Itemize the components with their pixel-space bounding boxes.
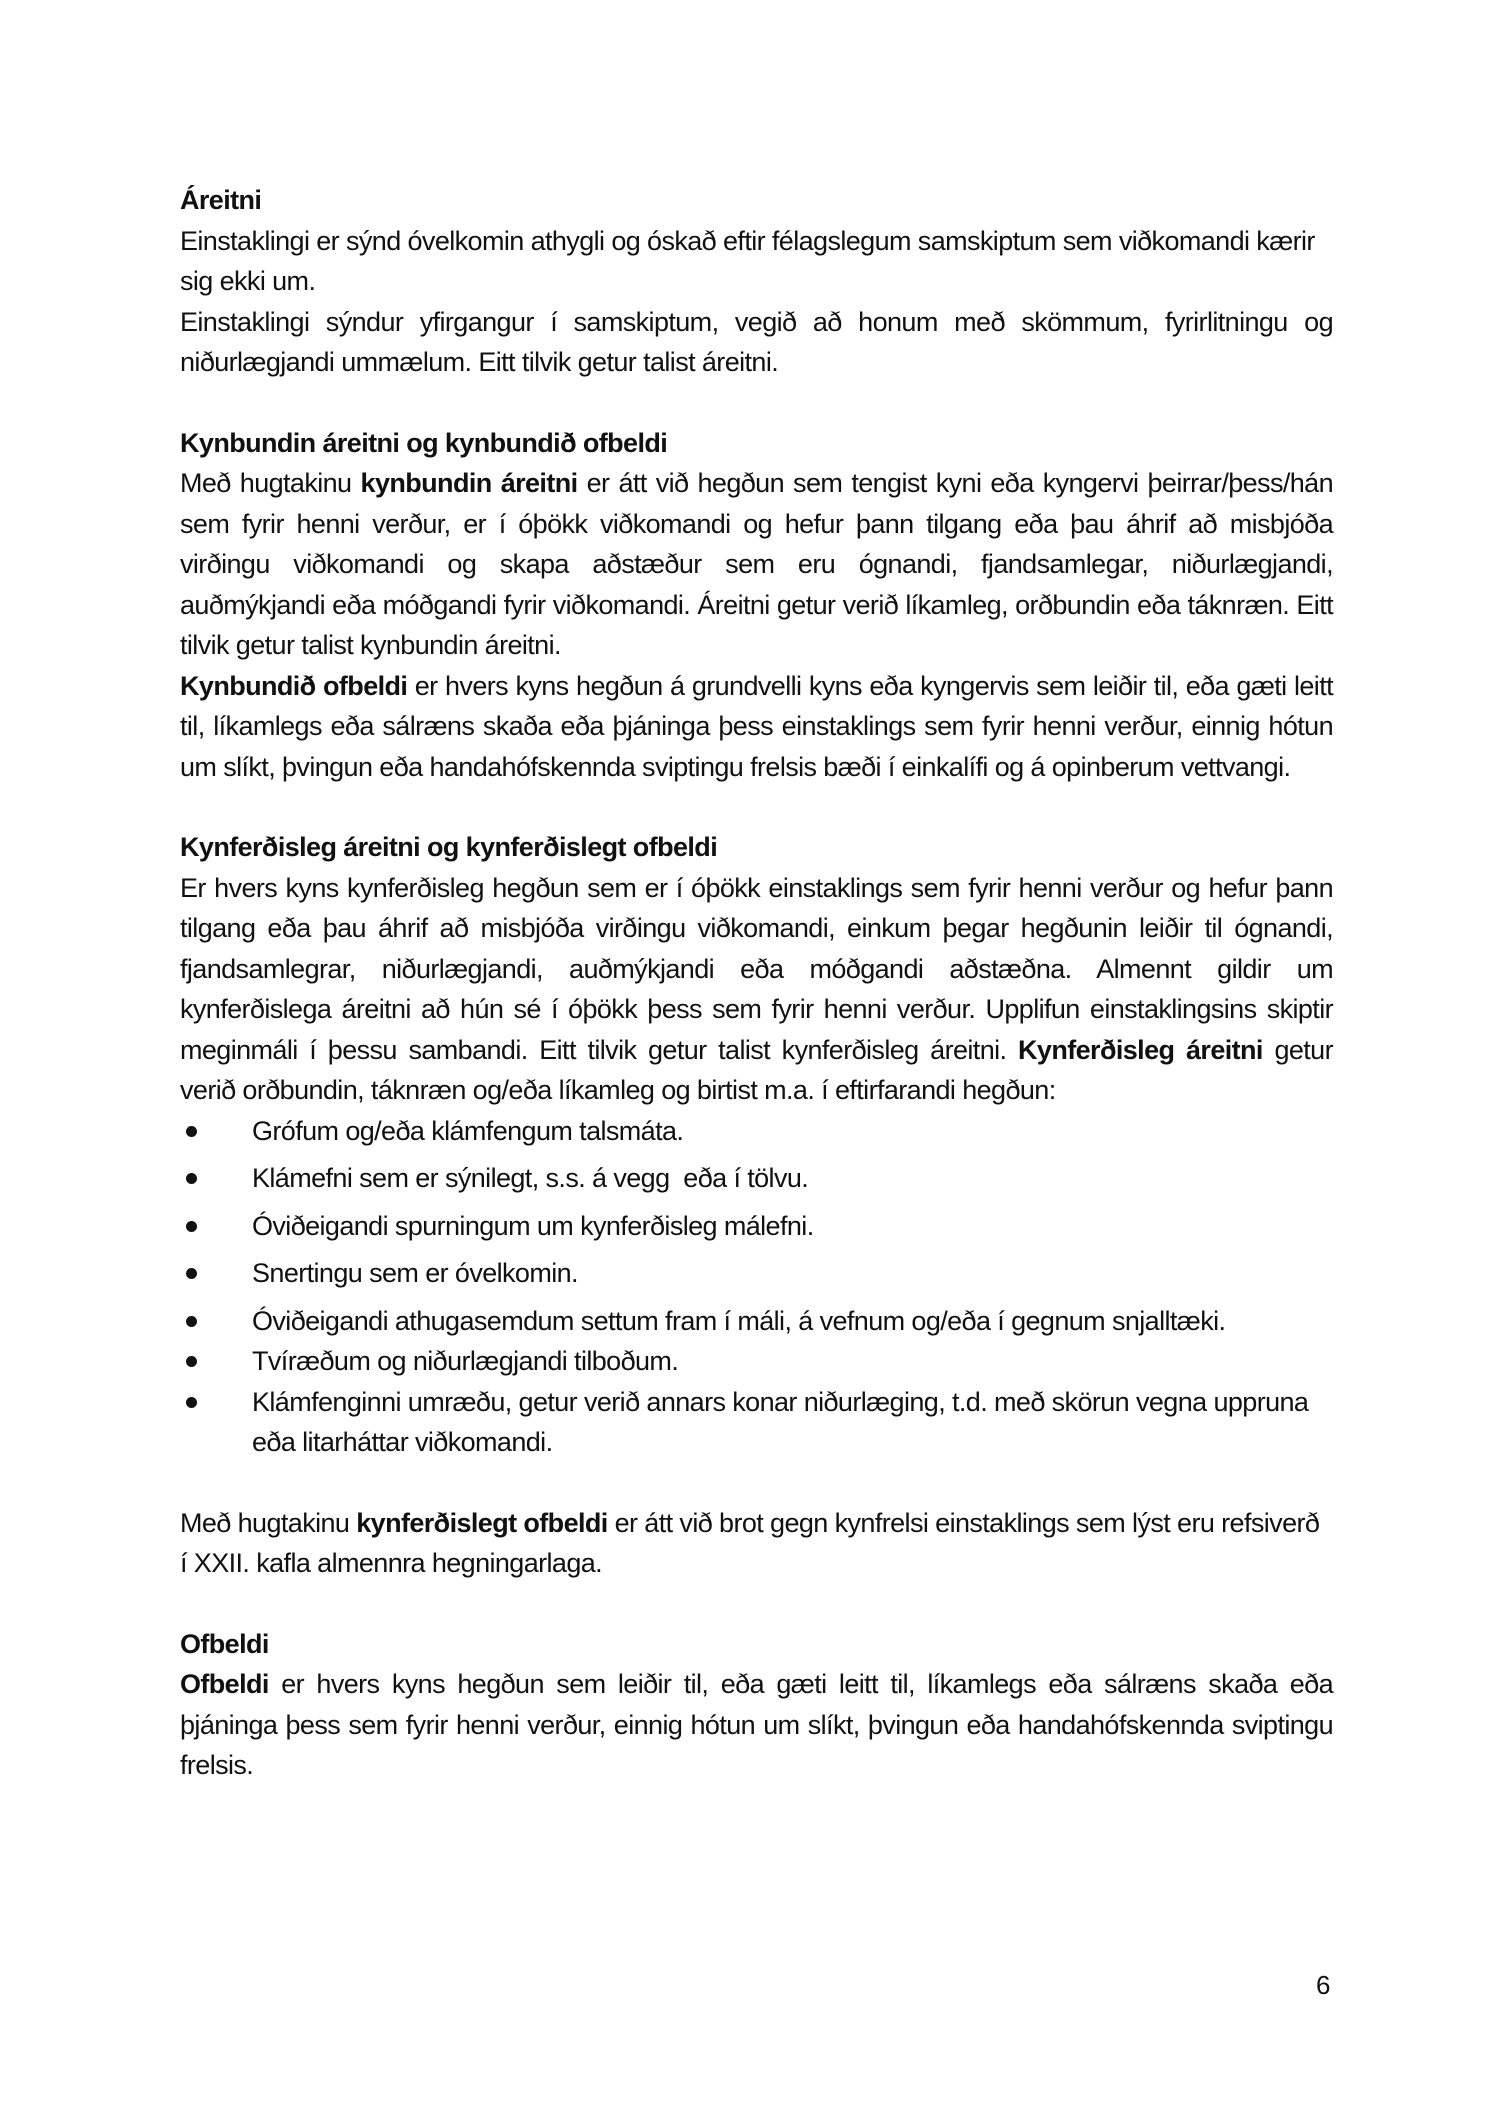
bold-term: Ofbeldi <box>180 1669 269 1699</box>
paragraph <box>180 666 1333 788</box>
bullet-list <box>180 1111 1333 1463</box>
list-item <box>180 1158 1333 1199</box>
list-item <box>180 1111 1333 1152</box>
bullet-icon <box>186 1397 197 1408</box>
list-item <box>180 1301 1333 1342</box>
paragraph <box>180 1503 1333 1584</box>
section-heading: Kynbundin áreitni og kynbundið ofbeldi <box>180 427 668 458</box>
paragraph <box>180 463 1333 666</box>
bullet-icon <box>186 1356 197 1367</box>
list-item <box>180 1206 1333 1247</box>
list-item-text: Tvíræðum og niðurlægjandi tilboðum. <box>252 1346 679 1376</box>
section-kynbundin <box>180 423 1333 788</box>
bullet-icon <box>186 1316 197 1327</box>
text-run: er hvers kyns hegðun á grundvelli kyns eða kyngervis sem leiðir til, eða gæti leitt til, líkamlegs eða sálræns skaða eða þjáninga þess einstaklings sem fyrir henni verður, einnig hótun um slíkt, þvingun eða handahófskennda sviptingu frelsis bæði í einkalífi og á opinberum vettvangi. <box>180 670 1333 782</box>
section-kynferdisleg <box>180 827 1333 1584</box>
section-heading: Áreitni <box>180 185 262 215</box>
page-number: 6 <box>1316 1970 1331 2000</box>
section-heading: Kynferðisleg áreitni og kynferðislegt ofbeldi <box>180 832 718 862</box>
text-run: Með hugtakinu <box>180 1507 357 1538</box>
text-run: er átt við hegðun sem tengist kyni eða kyngervi þeirrar/þess/hán sem fyrir henni verður, er í óþökk viðkomandi og hefur þann tilgang eða þau áhrif að misbjóða virðingu viðkomandi og skapa aðstæður sem eru ógnandi, fjandsamlegar, niðurlægjandi, auðmýkjandi eða móðgandi fyrir viðkomandi. Áreitni getur verið líkamleg, orðbundin eða táknræn. Eitt tilvik getur talist kynbundin áreitni. <box>180 468 1333 660</box>
text-run: er hvers kyns hegðun sem leiðir til, eða gæti leitt til, líkamlegs eða sálræns skaða eða þjáninga þess sem fyrir henni verður, einnig hótun um slíkt, þvingun eða handahófskennda sviptingu frelsis. <box>180 1669 1333 1780</box>
section-ofbeldi <box>180 1624 1333 1786</box>
section-heading: Ofbeldi <box>180 1628 269 1659</box>
list-item-text: Óviðeigandi athugasemdum settum fram í máli, á vefnum og/eða í gegnum snjalltæki. <box>252 1305 1226 1336</box>
bullet-icon <box>186 1126 197 1137</box>
text-run: Með hugtakinu <box>180 468 361 498</box>
paragraph <box>180 868 1333 1111</box>
list-item-text: Grófum og/eða klámfengum talsmáta. <box>252 1115 684 1146</box>
bold-term: Kynferðisleg áreitni <box>1018 1034 1263 1065</box>
bullet-icon <box>186 1268 197 1279</box>
bullet-icon <box>186 1221 197 1232</box>
list-item-text: Klámfenginni umræðu, getur verið annars konar niðurlæging, t.d. með skörun vegna uppruna eða litarháttar viðkomandi. <box>252 1386 1309 1457</box>
list-item-text: Klámefni sem er sýnilegt, s.s. á vegg eða í tölvu. <box>252 1163 809 1193</box>
list-item-text: Snertingu sem er óvelkomin. <box>252 1258 578 1288</box>
section-areitni <box>180 180 1333 383</box>
bullet-icon <box>186 1173 197 1184</box>
paragraph <box>180 1664 1333 1786</box>
bold-term: kynbundin áreitni <box>360 468 578 498</box>
paragraph: Einstaklingi sýndur yfirgangur í samskiptum, vegið að honum með skömmum, fyrirlitningu og niðurlægjandi ummælum. Eitt tilvik getur talist áreitni. <box>180 306 1333 377</box>
bold-term: Kynbundið ofbeldi <box>180 670 408 701</box>
list-item-text: Óviðeigandi spurningum um kynferðisleg málefni. <box>252 1210 814 1241</box>
bold-term: kynferðislegt ofbeldi <box>356 1507 608 1538</box>
paragraph: Einstaklingi er sýnd óvelkomin athygli og óskað eftir félagslegum samskiptum sem viðkomandi kærir sig ekki um. <box>180 225 1315 296</box>
list-item <box>180 1382 1333 1463</box>
text-run: er átt við brot gegn kynfrelsi einstaklings sem lýst eru refsiverð í XXII. kafla almennra hegningarlaga. <box>180 1507 1320 1578</box>
text-run: Er hvers kyns kynferðisleg hegðun sem er í óþökk einstaklings sem fyrir henni verður og hefur þann tilgang eða þau áhrif að misbjóða virðingu viðkomandi, einkum þegar hegðunin leiðir til ógnandi, fjandsamlegrar, niðurlægjandi, auðmýkjandi eða móðgandi aðstæðna. Almennt gildir um kynferðislega áreitni að hún sé í óþökk þess sem fyrir henni verður. Upplifun einstaklingsins skiptir meginmáli í þessu sambandi. Eitt tilvik getur talist kynferðisleg áreitni. <box>180 872 1333 1065</box>
list-item <box>180 1341 1333 1382</box>
text-run: getur verið orðbundin, táknræn og/eða líkamleg og birtist m.a. í eftirfarandi hegðun: <box>180 1034 1333 1105</box>
list-item <box>180 1253 1333 1294</box>
document-page <box>180 180 1333 1786</box>
